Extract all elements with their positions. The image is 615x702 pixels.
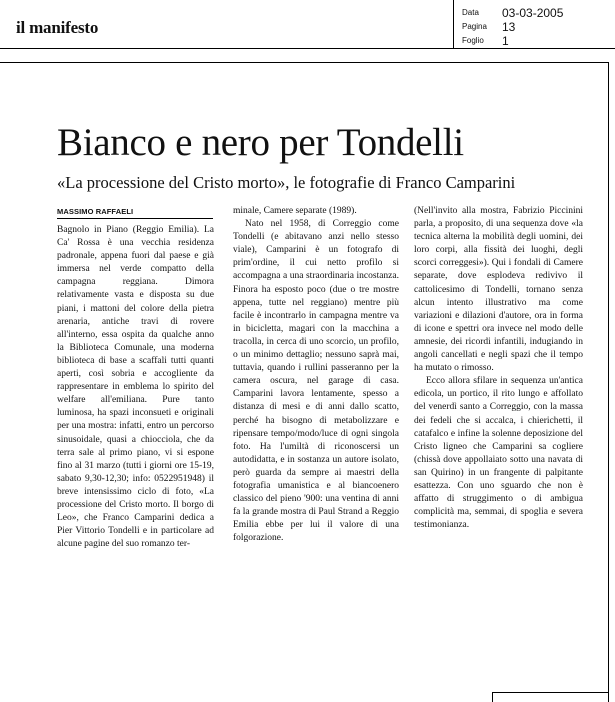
sheet-row	[462, 32, 509, 50]
page-value: 13	[502, 19, 516, 34]
sheet-value: 1	[502, 33, 509, 48]
date-value: 03-03-2005	[502, 5, 564, 20]
clipping-meta-box	[453, 0, 615, 48]
column-3-paragraph-1: (Nell'invito alla mostra, Fabrizio Piccinini parla, a proposito, di una sequenza dove «la tecnica alterna la mobilità degli uomini, dei loro corpi, alla fissità dei luoghi, degli scorci correggesi»). Qui i fondali di Camere separate, dove esplodeva redivivo il cattolicesimo di Tondelli, tornano senza alcun intento illustrativo ma come variazioni e dilazioni d'autore, ora in forma di icone e spettri ora invece nel modo delle amnesie, dei ricordi infantili, indugiando in angoli cancellati e negli spazi che il tempo ha mutato o rimosso.	[414, 206, 583, 374]
clipping-header	[0, 0, 615, 49]
newspaper-masthead: il manifesto	[16, 18, 99, 37]
byline-divider	[57, 218, 213, 219]
column-2-paragraph-1: minale, Camere separate (1989).	[233, 206, 357, 216]
article-column-1	[57, 224, 214, 551]
article-subtitle: «La processione del Cristo morto», le fotografie di Franco Camparini	[57, 173, 516, 192]
column-2-paragraph-2: Nato nel 1958, di Correggio come Tondelli (e abitavano anzi nello stesso viale), Camparini è un fotografo di prim'ordine, il cui netto profilo si accompagna a una straordinaria incostanza. Finora ha esposto poco (due o tre mostre appena, tutte nel reggiano) mentre più facile è incontrarlo in campagna mentre va in bicicletta, magari con la macchina a tracolla, in cerca di uno scorcio, un profilo, o un minimo dettaglio; nessuno saprà mai, tuttavia, quando i rullini passeranno per la camera oscura, nel garage di casa. Camparini lavora lentamente, spesso a distanza di mesi e di anni dallo scatto, perché ha bisogno di metabolizzare e ripensare tempo/modo/luce di ogni singola foto. Ha l'umiltà di riconoscersi un autodidatta, e in sostanza un autore isolato, però guarda da sempre ai maestri della fotografia umanistica e al biancoenero classico del pieno '900: una ventina di anni fa la grande mostra di Paul Strand a Reggio Emilia ebbe per lui il valore di una folgorazione.	[233, 219, 399, 544]
page-label: Pagina	[462, 22, 487, 32]
sheet-label: Foglio	[462, 36, 484, 46]
date-label: Data	[462, 8, 479, 18]
article-title: Bianco e nero per Tondelli	[57, 121, 464, 164]
article-column-2	[233, 205, 399, 545]
author-byline: MASSIMO RAFFAELI	[57, 207, 134, 216]
column-3-paragraph-2: Ecco allora sfilare in sequenza un'antica edicola, un portico, il rito lungo e affollato del venerdì santo a Correggio, con la massa dei fedeli che si accalca, i chierichetti, il catafalco e infine la solenne deposizione del Cristo ligneo che Camparini sa cogliere (chissà dove appollaiato sotto una navata di san Quirino) in un frangente di palpitante esattezza. Con uno sguardo che non è affatto di struggimento o di ambigua complicità ma, semmai, di spoglia e severa testimonianza.	[414, 376, 583, 531]
article-column-3	[414, 205, 583, 532]
column-1-text: Bagnolo in Piano (Reggio Emilia). La Ca' Rossa è una vecchia residenza padronale, appena fuori dal paese e già immersa nel verde compatto della campagna reggiana. Dimora relativamente vasta e disposta su due piani, i mattoni del colore della pietra arenaria, antiche travi di rovere all'interno, essa ospita da qualche anno la Biblioteca Comunale, una moderna biblioteca di base a scaffali tutti quanti aperti, così sobria e accogliente da rappresentare in emblema lo spirito del welfare all'emiliana. Pure tanto luminosa, ha spazi inconsueti e originali per una mostra: infatti, entro un percorso sinusoidale, quasi a chiocciola, che da terra sale al primo piano, vi si espone fino al 31 marzo (tutti i giorni ore 15-19, sabato 9,30-12,30; info: 0522951948) il breve intensissimo ciclo di foto, «La processione del Cristo morto. Il borgo di Leo», che Franco Camparini dedica a Pier Vittorio Tondelli e in particolare ad alcune pagine del suo romanzo ter-	[57, 225, 214, 550]
